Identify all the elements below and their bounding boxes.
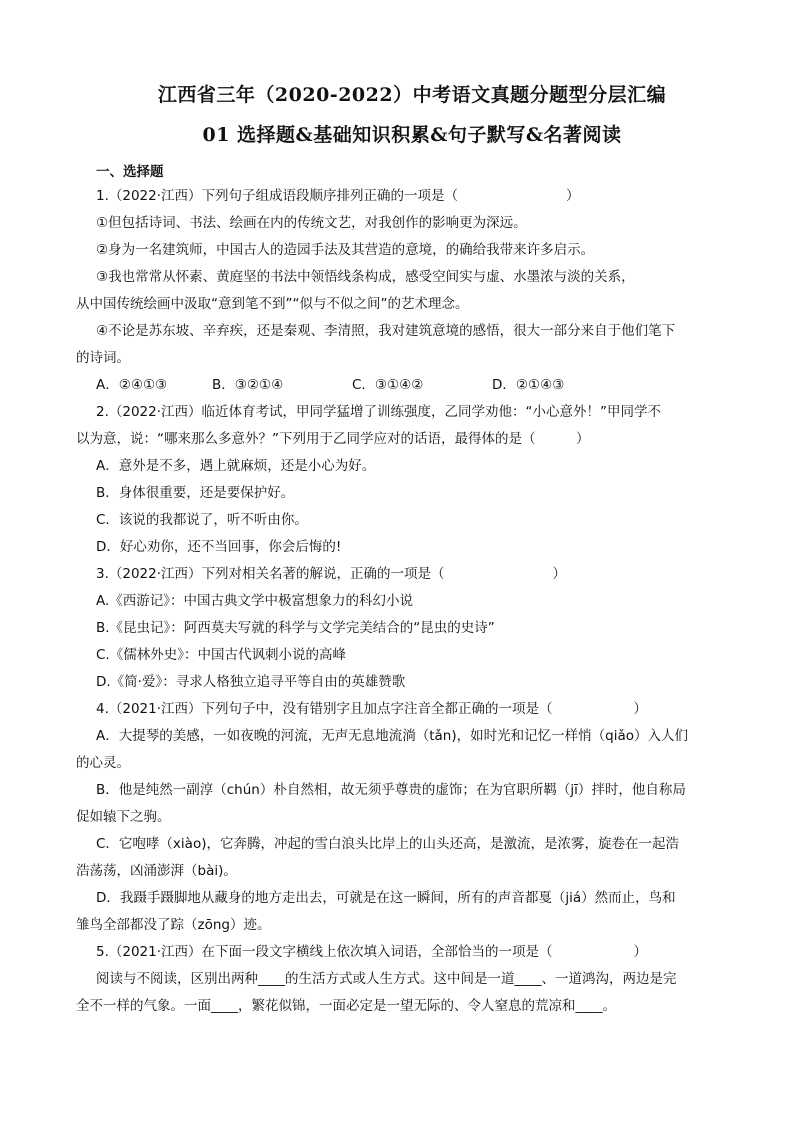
question-1-option-d: D．②①④③	[492, 377, 565, 393]
question-3-option-a: A.《西游记》：中国古典文学中极富想象力的科幻小说	[96, 593, 414, 609]
question-2-option-a: A．意外是不多，遇上就麻烦，还是小心为好。	[96, 458, 376, 474]
question-2-stem: 2.（2022·江西）临近体育考试，甲同学猛增了训练强度，乙同学劝他：“小心意外！”甲同学不	[96, 404, 662, 420]
question-2-option-c: C．该说的我都说了，听不听由你。	[96, 512, 308, 528]
question-4-option-c-cont: 浩荡荡，凶涌澎湃（bài)。	[76, 863, 237, 879]
question-1-sentence-1: ①但包括诗词、书法、绘画在内的传统文艺，对我创作的影响更为深远。	[96, 215, 527, 231]
question-2-option-b: B．身体很重要，还是要保护好。	[96, 485, 295, 501]
document-subtitle: 01 选择题&基础知识积累&句子默写&名著阅读	[202, 124, 622, 146]
question-1-sentence-4-cont: 的诗词。	[76, 350, 130, 366]
question-1-option-a: A．②④①③	[96, 377, 168, 393]
question-1-stem: 1.（2022·江西）下列句子组成语段顺序排列正确的一项是（ ）	[96, 188, 580, 204]
question-5-passage: 阅读与不阅读，区别出两种____的生活方式或人生方式。这中间是一道____、一道鸿沟，两边是完	[96, 971, 677, 987]
question-3-option-d: D.《简·爱》：寻求人格独立追寻平等自由的英雄赞歌	[96, 674, 406, 690]
document-title: 江西省三年（2020-2022）中考语文真题分题型分层汇编	[157, 84, 667, 106]
question-1-sentence-2: ②身为一名建筑师，中国古人的造园手法及其营造的意境，的确给我带来许多启示。	[96, 242, 595, 258]
question-2-option-d: D．好心劝你，还不当回事，你会后悔的!	[96, 539, 342, 555]
question-5-stem: 5.（2021·江西）在下面一段文字横线上依次填入词语，全部恰当的一项是（ ）	[96, 944, 648, 960]
question-2-stem-cont: 以为意，说：“哪来那么多意外？”下列用于乙同学应对的话语，最得体的是（ ）	[76, 431, 590, 447]
question-4-option-b: B．他是纯然一副淳（chún）朴自然相，故无须乎尊贵的虚饰；在为官职所羁（jī）拌时，他自称局	[96, 782, 686, 798]
question-1-option-c: C．③①④②	[352, 377, 424, 393]
question-1-sentence-4: ④不论是苏东坡、辛弃疾，还是秦观、李清照，我对建筑意境的感悟，很大一部分来自于他们笔下	[96, 323, 676, 339]
question-4-option-b-cont: 促如辕下之驹。	[76, 809, 171, 825]
question-1-option-b: B．③②①④	[212, 377, 284, 393]
question-1-sentence-3-cont: 从中国传统绘画中汲取“意到笔不到”“似与不似之间”的艺术理念。	[76, 296, 469, 312]
section-heading: 一、选择题	[96, 164, 164, 180]
question-5-passage-cont: 全不一样的气象。一面____，繁花似锦，一面必定是一望无际的、令人窒息的荒凉和____。	[76, 998, 616, 1014]
question-4-option-a: A．大提琴的美感，一如夜晚的河流，无声无息地流淌（tǎn)，如时光和记忆一样悄（qiǎo）入人们	[96, 728, 688, 744]
question-3-stem: 3.（2022·江西）下列对相关名著的解说，正确的一项是（ ）	[96, 566, 567, 582]
question-4-stem: 4.（2021·江西）下列句子中，没有错别字且加点字注音全都正确的一项是（ ）	[96, 701, 648, 717]
question-3-option-c: C.《儒林外史》：中国古代讽刺小说的高峰	[96, 647, 346, 663]
question-4-option-d-cont: 雏鸟全部都没了踪（zōng）迹。	[76, 917, 271, 933]
question-1-sentence-3: ③我也常常从怀素、黄庭坚的书法中领悟线条构成，感受空间实与虚、水墨浓与淡的关系，	[96, 269, 635, 285]
question-4-option-a-cont: 的心灵。	[76, 755, 130, 771]
question-4-option-d: D．我蹑手蹑脚地从藏身的地方走出去，可就是在这一瞬间，所有的声音都戛（jiá）然而止，鸟和	[96, 890, 676, 906]
question-4-option-c: C．它咆哮（xiào)，它奔腾，冲起的雪白浪头比岸上的山头还高，是激流，是浓雾，旋卷在一起浩	[96, 836, 679, 852]
question-3-option-b: B.《昆虫记》：阿西莫夫写就的科学与文学完美结合的“昆虫的史诗”	[96, 620, 495, 636]
